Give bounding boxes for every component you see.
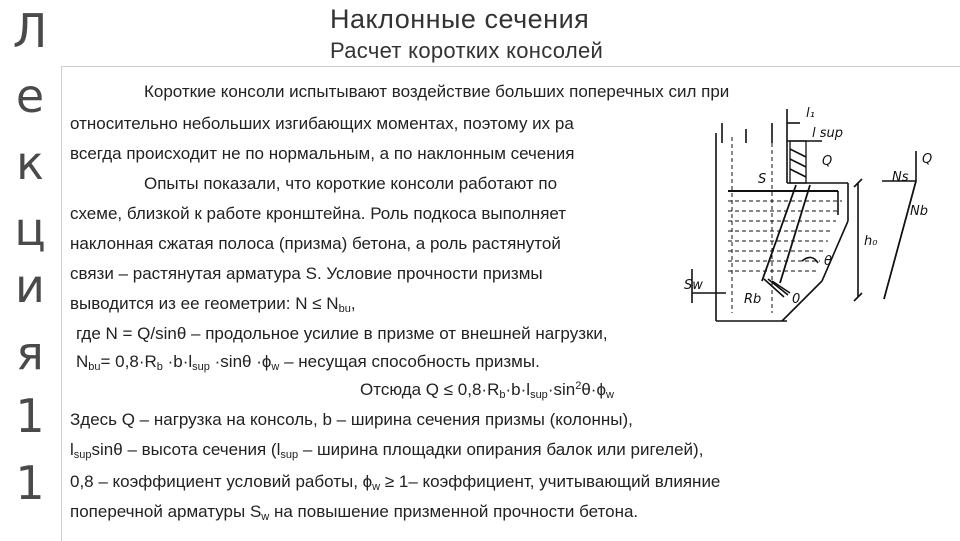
body-line: схеме, близкой к работе кронштейна. Роль подкоса выполняет [70, 204, 567, 223]
text-run: l [70, 440, 74, 459]
text-run: = 0,8·R [100, 352, 157, 371]
sidebar-letter: Л [12, 4, 48, 58]
short-console-diagram [672, 103, 942, 327]
body-line [70, 294, 356, 314]
subscript: w [372, 481, 381, 493]
text-run: sinθ – высота сечения (l [91, 440, 281, 459]
sidebar-letter: и [15, 259, 45, 313]
sidebar-letter: 1 [15, 456, 45, 510]
label-sw: Sw [684, 278, 703, 293]
label-ns: Ns [892, 170, 909, 185]
text-run: ·b·l [162, 352, 193, 371]
text-run: , [350, 294, 356, 313]
page-subtitle: Расчет коротких консолей [330, 38, 604, 63]
text-run: ≥ 1– коэффициент, учитывающий влияние [380, 472, 721, 491]
body-line: Короткие консоли испытывают воздействие больших поперечных сил при [144, 82, 730, 101]
page-title: Наклонные сечения [330, 4, 590, 34]
subscript: bu [88, 361, 101, 373]
text-run: выводится из ее геометрии: N ≤ N [70, 294, 339, 313]
console-sketch-svg [672, 103, 942, 327]
subscript: sup [192, 361, 210, 373]
text-run: ·b·l [505, 380, 531, 399]
label-s: S [758, 172, 767, 187]
body-line [70, 502, 638, 522]
text-run: θ·ϕ [581, 380, 606, 399]
text-run: N [76, 352, 89, 371]
label-l1: l₁ [806, 106, 815, 121]
label-rb: Rb [744, 292, 762, 307]
label-lsup: l sup [812, 126, 844, 141]
label-q-side: Q [922, 152, 933, 167]
subscript: sup [530, 389, 548, 401]
text-run: Отсюда Q ≤ 0,8·R [360, 380, 500, 399]
text-run: 0,8 – коэффициент условий работы, ϕ [70, 472, 373, 491]
label-q-top: Q [822, 154, 833, 169]
body-line: Здесь Q – нагрузка на консоль, b – ширина сечения призмы (колонны), [70, 410, 633, 429]
sidebar-letter: к [16, 136, 44, 190]
text-run: ·sin [547, 380, 576, 399]
text-run: поперечной арматуры S [70, 502, 262, 521]
sidebar-letter: 1 [15, 389, 45, 443]
subscript: w [605, 389, 614, 401]
sidebar-letter: я [16, 326, 44, 380]
superscript: 2 [575, 380, 582, 392]
label-o: 0 [792, 292, 801, 307]
body-line: связи – растянутая арматура S. Условие прочности призмы [70, 264, 543, 283]
subscript: w [271, 361, 280, 373]
body-line: где N = Q/sinθ – продольное усилие в призме от внешней нагрузки, [76, 324, 608, 343]
subscript: w [261, 511, 270, 523]
subscript: b [499, 389, 506, 401]
vertical-lecture-title [0, 0, 60, 540]
body-line: относительно небольших изгибающих моментах, поэтому их ра [70, 114, 574, 133]
body-line [70, 440, 703, 460]
body-line: Опыты показали, что короткие консоли работают по [144, 174, 558, 193]
formula-line [76, 352, 540, 372]
label-nb: Nb [910, 204, 928, 219]
sidebar-letter: ц [14, 202, 46, 256]
subscript: sup [73, 449, 92, 461]
body-line [70, 472, 720, 492]
subscript: sup [280, 449, 299, 461]
formula-line [360, 380, 614, 400]
body-line: наклонная сжатая полоса (призма) бетона, а роль растянутой [70, 234, 561, 253]
label-h0: h₀ [864, 234, 878, 249]
sidebar-letter: е [15, 69, 45, 123]
text-run: на повышение призменной прочности бетона. [269, 502, 639, 521]
label-theta: θ [824, 254, 832, 269]
text-run: – ширина площадки опирания балок или ригелей), [298, 440, 704, 459]
body-line: всегда происходит не по нормальным, а по наклонным сечения [70, 144, 575, 163]
text-run: – несущая способность призмы. [279, 352, 540, 371]
subscript: b [156, 361, 163, 373]
subscript: bu [338, 303, 351, 315]
text-run: ·sinθ ·ϕ [209, 352, 272, 371]
